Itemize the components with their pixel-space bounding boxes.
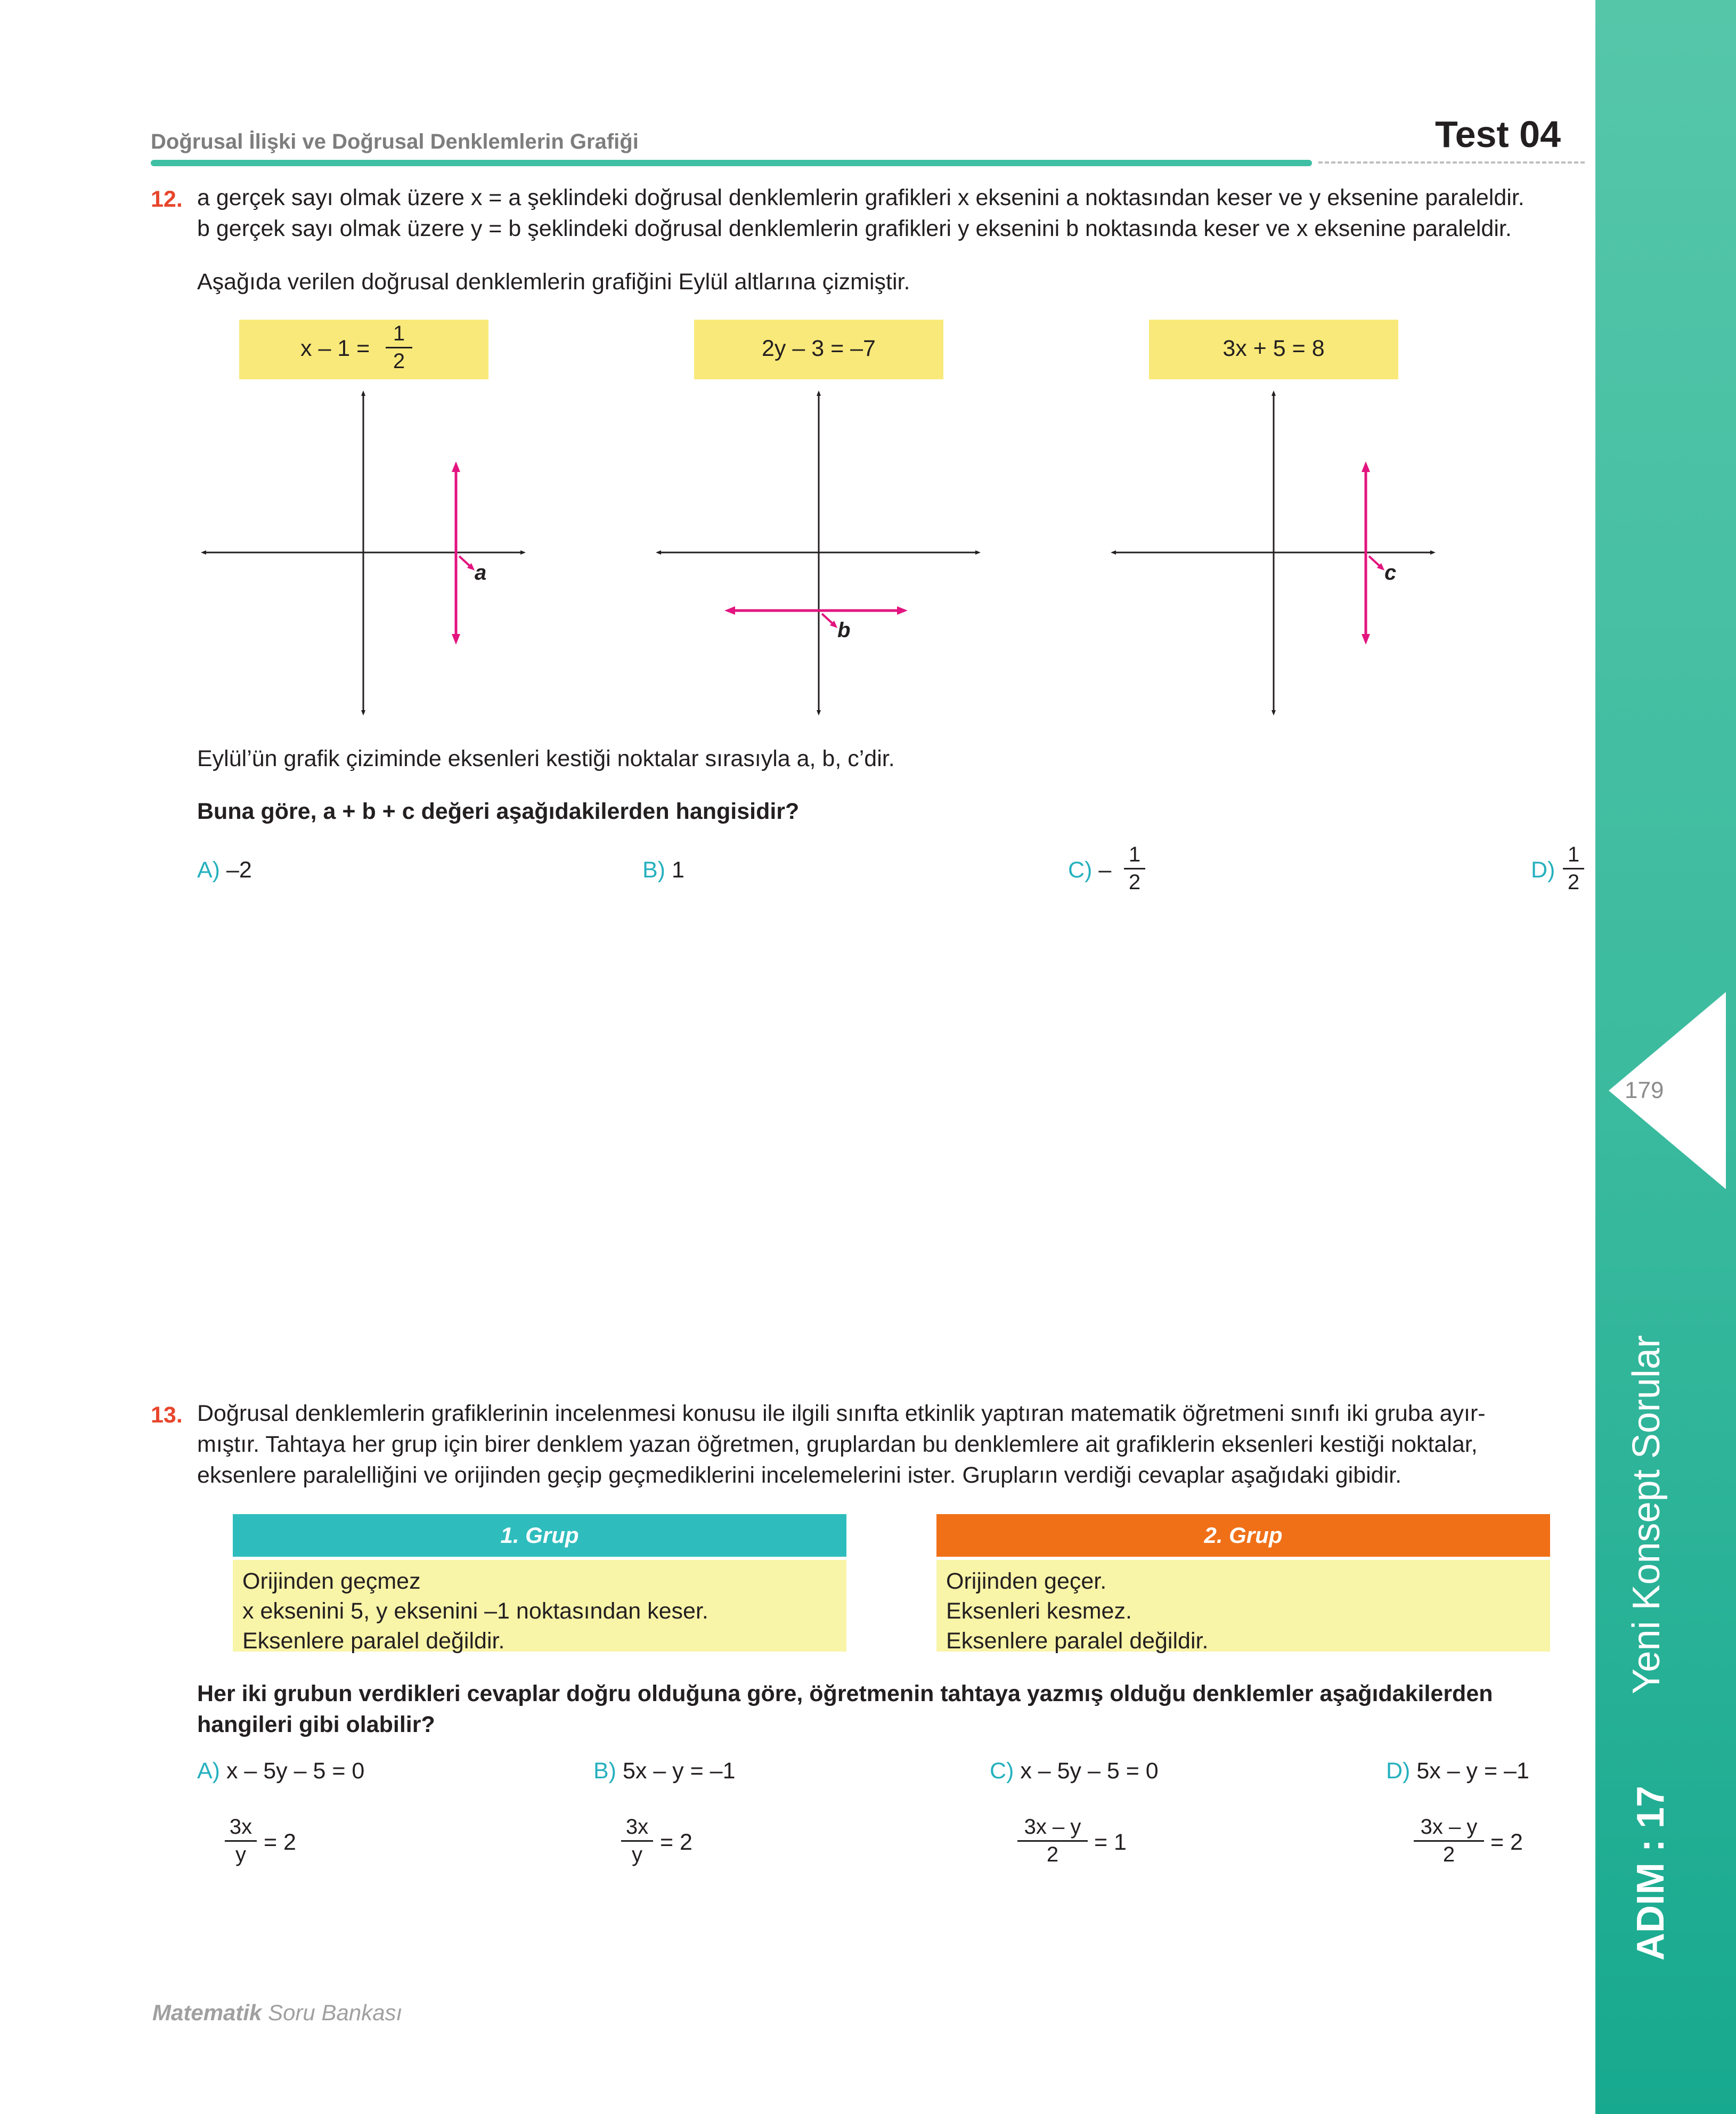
option-d-numerator: 1 [1567, 843, 1580, 866]
q13-option-d[interactable] [1386, 1755, 1588, 1866]
q13-question-line-1: Her iki grubun verdikleri cevaplar doğru olduğuna göre, öğretmenin tahtaya yazmış olduğu denklemler aşağıdakilerden [197, 1681, 1493, 1706]
label-b: b [837, 619, 851, 642]
option-a-value: –2 [226, 857, 252, 883]
option-d-denominator: 2 [1567, 871, 1580, 894]
q13-option-b-rhs: = 2 [660, 1830, 692, 1855]
q12-option-c[interactable] [1068, 855, 1111, 885]
question-12-number: 12. [151, 186, 183, 212]
q13-option-c-fraction [1017, 1815, 1088, 1867]
footer-subject: Matematik [152, 2000, 262, 2025]
q13-option-c-eq1: x – 5y – 5 = 0 [1020, 1758, 1159, 1784]
eq2-text: 2y – 3 = –7 [762, 336, 876, 361]
fraction-denominator: 2 [1046, 1843, 1059, 1866]
q13-option-c-label: C) [990, 1758, 1014, 1784]
q12-line-2: b gerçek sayı olmak üzere y = b şeklindeki doğrusal denklemlerin grafikleri y eksenini b noktasında keser ve x eksenine paraleldir. [197, 216, 1512, 241]
fraction-numerator: 3x – y [1420, 1815, 1478, 1839]
step-label: ADIM : 17 [1629, 1785, 1672, 1961]
group-2-item: Eksenlere paralel değildir. [946, 1628, 1209, 1654]
option-c-sign: – [1098, 857, 1112, 883]
group-1-body [233, 1560, 846, 1652]
page-number: 179 [1625, 1077, 1664, 1103]
group-1-box [233, 1514, 846, 1652]
fraction-numerator: 3x [625, 1815, 649, 1839]
q13-option-a[interactable] [197, 1755, 570, 1866]
footer [152, 2000, 402, 2026]
option-a-label: A) [197, 857, 220, 883]
graph-1-pointer [459, 556, 472, 568]
q12-option-a[interactable] [197, 855, 252, 885]
q13-option-d-label: D) [1386, 1758, 1411, 1784]
q12-graphs [0, 0, 1736, 746]
graph-3-pointer [1369, 556, 1382, 568]
group-2-body [936, 1560, 1550, 1652]
group-1-title: 1. Grup [233, 1514, 846, 1557]
q13-option-a-rhs: = 2 [264, 1830, 296, 1855]
q13-option-a-eq1: x – 5y – 5 = 0 [226, 1758, 365, 1784]
graph-2 [658, 393, 978, 713]
label-c: c [1384, 561, 1397, 584]
q13-option-b[interactable] [593, 1755, 966, 1866]
group-2-item: Eksenleri kesmez. [946, 1598, 1132, 1624]
group-2-box [936, 1514, 1550, 1652]
q13-option-d-rhs: = 2 [1490, 1830, 1523, 1855]
option-c-denominator: 2 [1128, 871, 1141, 894]
q12-line-1: a gerçek sayı olmak üzere x = a şeklindeki doğrusal denklemlerin grafikleri x eksenini a noktasından keser ve y eksenine paraleldir. [197, 185, 1525, 210]
option-c-numerator: 1 [1128, 843, 1141, 866]
option-c-fraction [1124, 843, 1145, 895]
q13-option-b-label: B) [593, 1758, 616, 1784]
fraction-denominator: y [235, 1843, 246, 1866]
group-2-item: Orijinden geçer. [946, 1568, 1107, 1594]
q13-option-c-rhs: = 1 [1094, 1830, 1127, 1855]
graph-1 [203, 393, 523, 713]
question-13-number: 13. [151, 1402, 183, 1428]
q13-option-a-label: A) [197, 1758, 220, 1784]
chapter-title: Doğrusal İlişki ve Doğrusal Denklemlerin Grafiği [151, 130, 639, 153]
footer-book: Soru Bankası [262, 2000, 403, 2025]
q12-question: Buna göre, a + b + c değeri aşağıdakilerden hangisidir? [197, 799, 800, 824]
q13-option-b-eq1: 5x – y = –1 [622, 1758, 736, 1784]
q13-line-2: mıştır. Tahtaya her grup için birer denklem yazan öğretmen, gruplardan bu denklemlere ait grafiklerin eksenleri kestiği noktalar, [197, 1432, 1478, 1457]
q13-option-b-fraction [621, 1815, 653, 1867]
option-d-fraction [1563, 843, 1584, 895]
option-d-label: D) [1531, 857, 1555, 883]
q13-line-3: eksenlere paralelliğini ve orijinden geçip geçmediklerini incelemelerini ister. Grupların verdiği cevaplar aşağıdaki gibidir. [197, 1462, 1402, 1488]
option-b-value: 1 [671, 857, 684, 883]
test-label: Test 04 [1435, 113, 1561, 155]
q13-option-c[interactable] [990, 1755, 1363, 1866]
group-1-item: x eksenini 5, y eksenini –1 noktasından keser. [242, 1598, 708, 1624]
fraction-denominator: 2 [1442, 1843, 1455, 1866]
fraction-numerator: 3x – y [1024, 1815, 1081, 1839]
graph-2-pointer [822, 614, 835, 625]
q12-option-b[interactable] [642, 855, 684, 885]
eq1-left: x – 1 = [300, 336, 370, 361]
fraction-numerator: 3x [229, 1815, 252, 1839]
label-a: a [475, 561, 487, 584]
group-1-item: Orijinden geçmez [242, 1568, 421, 1594]
eq1-denominator: 2 [393, 349, 405, 373]
graph-3 [1113, 393, 1433, 713]
q12-option-d[interactable] [1531, 855, 1555, 885]
q13-option-a-fraction [225, 1815, 257, 1867]
option-c-label: C) [1068, 857, 1093, 883]
section-title: Yeni Konsept Sorular [1625, 1335, 1668, 1694]
q12-intro: Aşağıda verilen doğrusal denklemlerin grafiğini Eylül altlarına çizmiştir. [197, 269, 910, 295]
q12-statement: Eylül’ün grafik çiziminde eksenleri kestiği noktalar sırasıyla a, b, c’dir. [197, 746, 895, 771]
group-2-title: 2. Grup [936, 1514, 1550, 1557]
eq3-text: 3x + 5 = 8 [1222, 336, 1325, 361]
eq1-numerator: 1 [393, 322, 405, 345]
group-1-item: Eksenlere paralel değildir. [242, 1628, 505, 1654]
q13-option-d-fraction [1414, 1815, 1484, 1867]
q13-line-1: Doğrusal denklemlerin grafiklerinin incelenmesi konusu ile ilgili sınıfta etkinlik yaptıran matematik öğretmeni sınıfı iki gruba ayır- [197, 1401, 1486, 1426]
fraction-denominator: y [632, 1843, 642, 1866]
q13-question-line-2: hangileri gibi olabilir? [197, 1712, 435, 1737]
q13-option-d-eq1: 5x – y = –1 [1416, 1758, 1529, 1784]
option-b-label: B) [642, 857, 665, 883]
